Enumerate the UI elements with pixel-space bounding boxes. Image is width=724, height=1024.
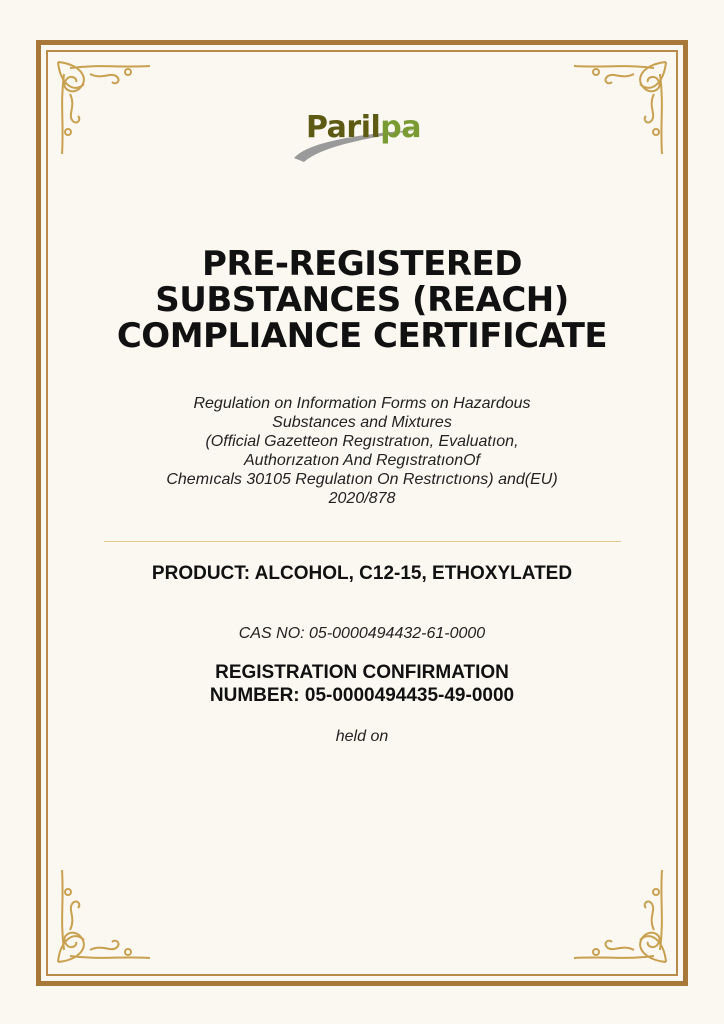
logo-text bbox=[306, 110, 421, 145]
logo-text-part2: pa bbox=[380, 110, 422, 145]
title-line: COMPLIANCE CERTIFICATE bbox=[116, 316, 608, 356]
held-on-text: held on bbox=[335, 728, 389, 745]
regulation-line: 2020/878 bbox=[328, 490, 396, 507]
registration-number bbox=[60, 661, 664, 707]
regulation-text bbox=[110, 394, 614, 508]
inner-frame bbox=[46, 50, 678, 976]
regulation-line: Regulation on Information Forms on Hazardous bbox=[193, 395, 531, 412]
title-line: PRE-REGISTERED bbox=[202, 244, 522, 284]
company-logo bbox=[288, 108, 424, 168]
regulation-line: Chemıcals 30105 Regulatıon On Restrıctıons) and(EU) bbox=[166, 471, 558, 488]
regulation-line: Substances and Mixtures bbox=[272, 414, 452, 431]
product-name: PRODUCT: ALCOHOL, C12-15, ETHOXYLATED bbox=[151, 563, 573, 584]
registration-line: NUMBER: 05-0000494435-49-0000 bbox=[209, 685, 515, 706]
corner-ornament-icon bbox=[50, 54, 160, 164]
regulation-line: (Official Gazetteon Regıstratıon, Evaluatıon, bbox=[205, 433, 519, 450]
corner-ornament-icon bbox=[564, 860, 674, 970]
regulation-line: Authorızatıon And RegıstratıonOf bbox=[244, 452, 480, 469]
logo-text-part1: Paril bbox=[306, 110, 381, 145]
certificate-title bbox=[60, 246, 664, 354]
title-line: SUBSTANCES (REACH) bbox=[155, 280, 569, 320]
corner-ornament-icon bbox=[564, 54, 674, 164]
cas-number: CAS NO: 05-0000494432-61-0000 bbox=[238, 625, 486, 642]
registration-line: REGISTRATION CONFIRMATION bbox=[215, 662, 509, 683]
divider bbox=[104, 541, 621, 542]
corner-ornament-icon bbox=[50, 860, 160, 970]
